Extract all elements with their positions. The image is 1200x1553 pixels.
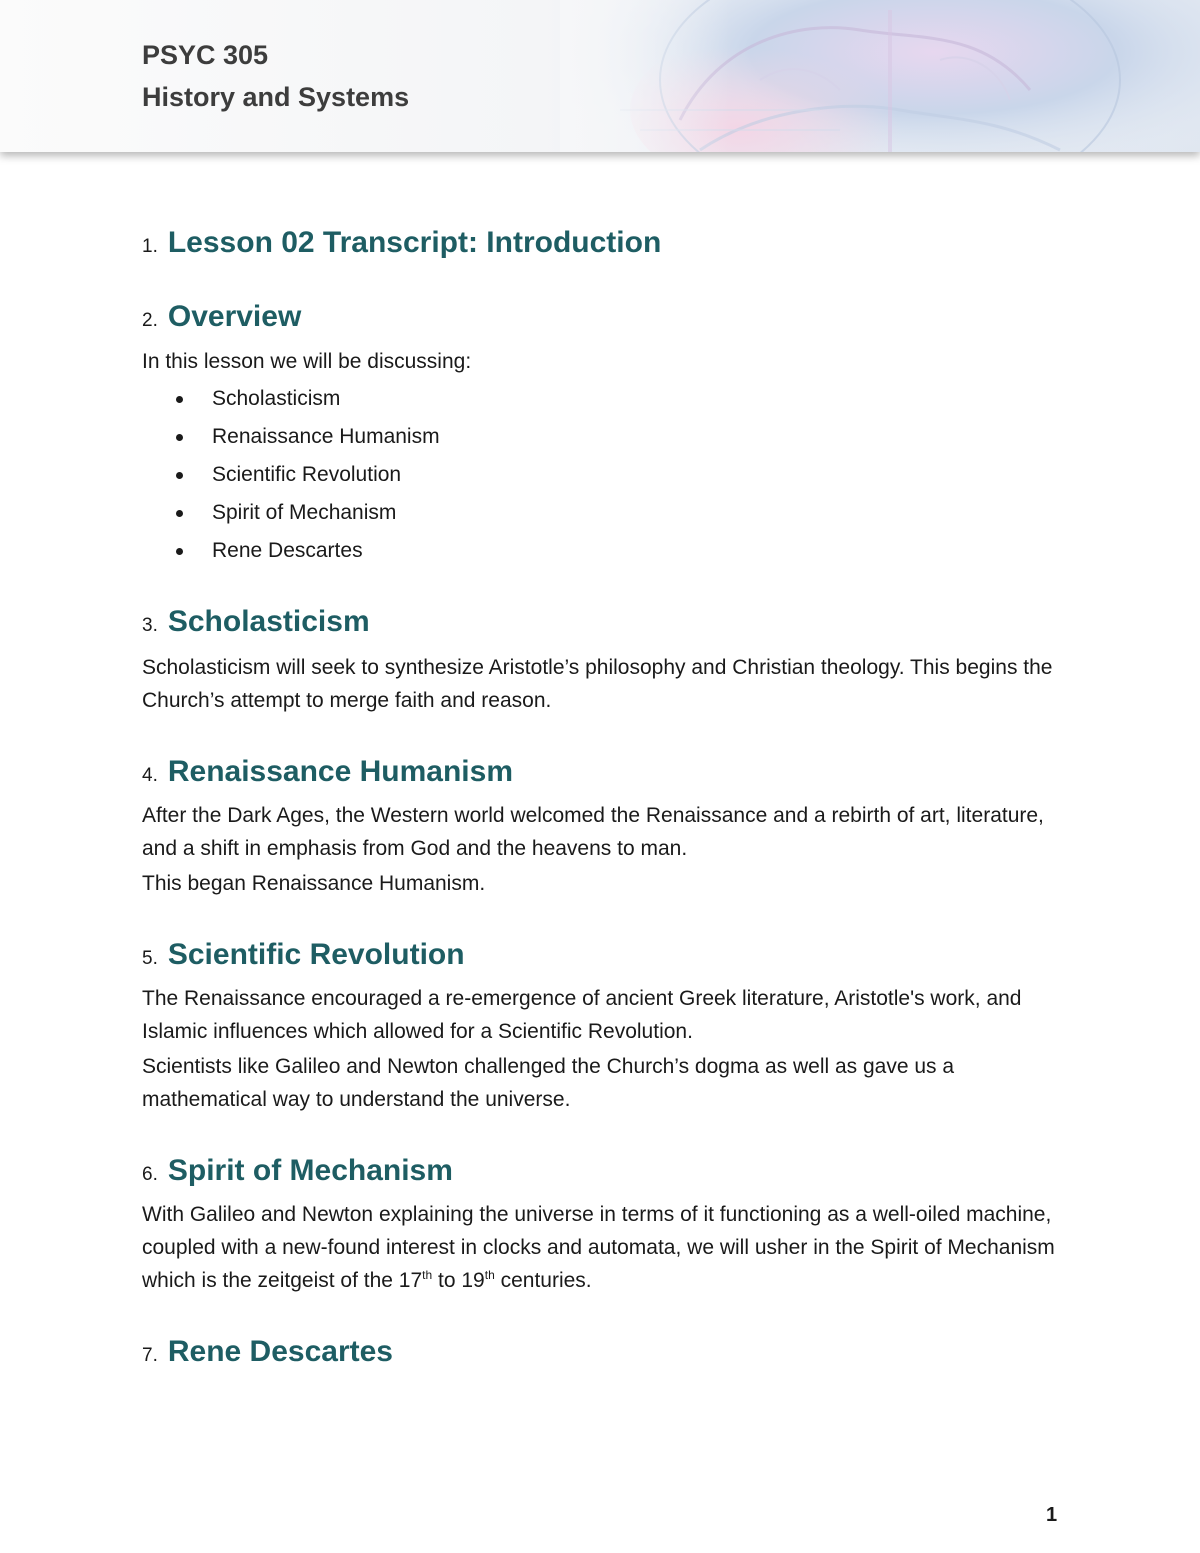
section-paragraph: Scientists like Galileo and Newton challenged the Church’s dogma as well as gave us a mathematical way to understand the universe. [142, 1055, 955, 1111]
section-number: 2. [142, 310, 158, 331]
section-title: Scientific Revolution [167, 938, 465, 971]
section-paragraph: Scholasticism will seek to synthesize Aristotle’s philosophy and Christian theology. This begins the Church’s attempt to merge faith and reason. [142, 656, 1053, 712]
section-paragraph: This began Renaissance Humanism. [142, 872, 486, 895]
section-number: 7. [142, 1345, 158, 1366]
superscript: th [422, 1268, 433, 1282]
section-heading [142, 940, 1072, 970]
paragraph-text: With Galileo and Newton explaining the universe in terms of it functioning as a well-oiled machine, coupled with a new-found interest in clocks and automata, we will usher in the Spirit of Mechanism which is the zeitgeist of the 17 [142, 1203, 1055, 1292]
section-title: Lesson 02 Transcript: Introduction [167, 226, 662, 259]
course-code: PSYC 305 [142, 40, 269, 70]
topic-list [142, 380, 1072, 570]
section-heading [142, 1156, 1072, 1186]
paragraph-text: to 19 [432, 1269, 485, 1292]
section-heading [142, 1337, 1072, 1367]
section-title: Scholasticism [167, 605, 370, 638]
section-title: Spirit of Mechanism [167, 1154, 453, 1187]
section-number: 4. [142, 765, 158, 786]
overview-intro: In this lesson we will be discussing: [142, 350, 472, 373]
section-heading [142, 607, 1072, 637]
list-item: Scientific Revolution [176, 456, 1072, 494]
section-title: Renaissance Humanism [167, 755, 514, 788]
page-number: 1 [1046, 1504, 1058, 1526]
course-title: History and Systems [142, 82, 410, 112]
section-paragraph [142, 1198, 1072, 1297]
list-item: Spirit of Mechanism [176, 494, 1072, 532]
section-number: 6. [142, 1164, 158, 1185]
transcript-content [142, 228, 1072, 1367]
brain-banner-image [560, 0, 1200, 152]
page-header [0, 0, 1200, 152]
superscript: th [484, 1268, 495, 1282]
paragraph-text: centuries. [494, 1269, 592, 1292]
section-heading [142, 302, 1072, 332]
section-heading [142, 228, 1072, 258]
section-heading [142, 757, 1072, 787]
list-item: Rene Descartes [176, 532, 1072, 570]
section-number: 1. [142, 236, 158, 257]
section-number: 5. [142, 948, 158, 969]
section-number: 3. [142, 615, 158, 636]
section-title: Rene Descartes [167, 1335, 393, 1368]
section-paragraph: The Renaissance encouraged a re-emergence of ancient Greek literature, Aristotle's work, and Islamic influences which allowed for a Scientific Revolution. [142, 987, 1022, 1043]
section-paragraph: After the Dark Ages, the Western world welcomed the Renaissance and a rebirth of art, literature, and a shift in emphasis from God and the heavens to man. [142, 804, 1044, 860]
section-title: Overview [167, 300, 302, 333]
list-item: Renaissance Humanism [176, 418, 1072, 456]
list-item: Scholasticism [176, 380, 1072, 418]
